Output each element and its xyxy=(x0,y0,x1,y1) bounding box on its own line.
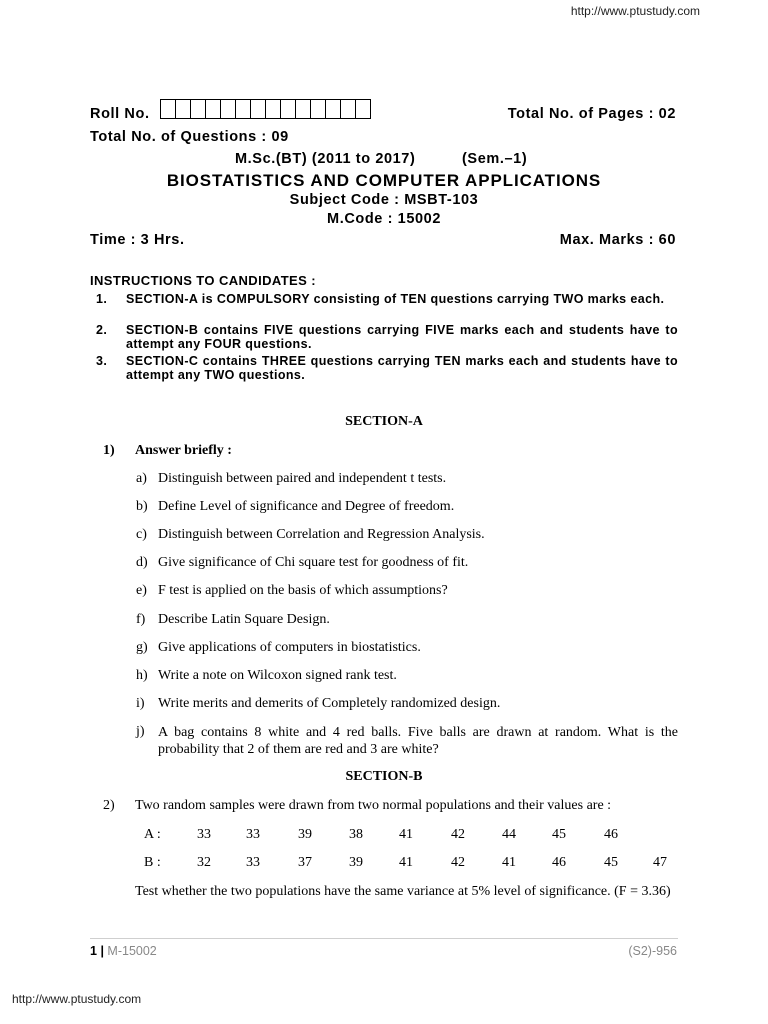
subquestion-text: Define Level of significance and Degree of freedom. xyxy=(158,499,455,514)
subquestion-text: Give applications of computers in biostatistics. xyxy=(158,640,421,655)
m-code: M.Code : 15002 xyxy=(327,211,441,227)
top-url[interactable]: http://www.ptustudy.com xyxy=(570,4,700,18)
section-a-heading: SECTION-A xyxy=(345,414,423,429)
semester: (Sem.–1) xyxy=(462,151,528,167)
course-name: M.Sc.(BT) (2011 to 2017) xyxy=(235,151,416,167)
footer-divider xyxy=(90,938,678,939)
sample-b-label: B : xyxy=(144,855,161,870)
roll-no-boxes[interactable] xyxy=(160,99,371,119)
subquestion-label: g) xyxy=(136,640,148,655)
sample-value: 45 xyxy=(604,855,618,870)
sample-value: 46 xyxy=(552,855,566,870)
sample-value: 38 xyxy=(349,827,363,842)
subquestion-label: b) xyxy=(136,499,148,514)
instruction-num: 3. xyxy=(96,354,108,368)
sample-value: 39 xyxy=(349,855,363,870)
instruction-text: SECTION-C contains THREE questions carrying TEN marks each and students have to attempt any TWO questions. xyxy=(126,354,678,382)
sample-value: 41 xyxy=(399,855,413,870)
max-marks: Max. Marks : 60 xyxy=(559,232,676,248)
subquestion-label: a) xyxy=(136,471,147,486)
question-number: 1) xyxy=(103,443,115,458)
instruction-num: 1. xyxy=(96,292,108,306)
time-allowed: Time : 3 Hrs. xyxy=(90,232,185,248)
subquestion-text: A bag contains 8 white and 4 red balls. Five balls are drawn at random. What is the probability that 2 of them are red and 3 are white? xyxy=(158,725,678,757)
sample-value: 42 xyxy=(451,855,465,870)
subquestion-text: Write merits and demerits of Completely randomized design. xyxy=(158,696,501,711)
question-text: Two random samples were drawn from two normal populations and their values are : xyxy=(135,798,612,813)
sample-value: 46 xyxy=(604,827,618,842)
subquestion-text: Distinguish between paired and independent t tests. xyxy=(158,471,447,486)
subquestion-text: Write a note on Wilcoxon signed rank test. xyxy=(158,668,397,683)
subquestion-text: F test is applied on the basis of which assumptions? xyxy=(158,583,448,598)
sample-value: 33 xyxy=(246,827,260,842)
sample-value: 37 xyxy=(298,855,312,870)
subquestion-text: Distinguish between Correlation and Regression Analysis. xyxy=(158,527,485,542)
subquestion-label: c) xyxy=(136,527,147,542)
subquestion-label: d) xyxy=(136,555,148,570)
total-questions: Total No. of Questions : 09 xyxy=(90,129,289,145)
sample-value: 42 xyxy=(451,827,465,842)
sample-value: 39 xyxy=(298,827,312,842)
footer-separator: | xyxy=(100,944,104,958)
footer-code: M-15002 xyxy=(107,944,157,958)
subject-code: Subject Code : MSBT-103 xyxy=(289,192,479,208)
page-number: 1 xyxy=(90,944,97,958)
subquestion-label: e) xyxy=(136,583,147,598)
instruction-num: 2. xyxy=(96,323,108,337)
total-pages: Total No. of Pages : 02 xyxy=(507,106,676,122)
subquestion-label: h) xyxy=(136,668,148,683)
instructions-heading: INSTRUCTIONS TO CANDIDATES : xyxy=(90,273,316,288)
sample-value: 45 xyxy=(552,827,566,842)
roll-no-label: Roll No. xyxy=(90,106,150,122)
sample-value: 33 xyxy=(197,827,211,842)
sample-value: 44 xyxy=(502,827,516,842)
paper-title: BIOSTATISTICS AND COMPUTER APPLICATIONS xyxy=(166,171,602,190)
sample-value: 41 xyxy=(502,855,516,870)
instruction-text: SECTION-B contains FIVE questions carrying FIVE marks each and students have to attempt any FOUR questions. xyxy=(126,323,678,351)
question-number: 2) xyxy=(103,798,115,813)
subquestion-label: j) xyxy=(136,724,145,739)
bottom-url[interactable]: http://www.ptustudy.com xyxy=(12,992,142,1006)
sample-value: 47 xyxy=(653,855,667,870)
instruction-text: SECTION-A is COMPULSORY consisting of TEN questions carrying TWO marks each. xyxy=(126,292,665,306)
subquestion-text: Describe Latin Square Design. xyxy=(158,612,330,627)
sample-value: 41 xyxy=(399,827,413,842)
section-b-heading: SECTION-B xyxy=(345,769,423,784)
question-text: Answer briefly : xyxy=(135,443,232,458)
subquestion-text: Give significance of Chi square test for goodness of fit. xyxy=(158,555,469,570)
sample-value: 33 xyxy=(246,855,260,870)
subquestion-label: f) xyxy=(136,612,146,627)
subquestion-label: i) xyxy=(136,696,145,711)
footer-ref: (S2)-956 xyxy=(628,944,677,958)
page-footer-left xyxy=(90,944,157,958)
question-2-instruction: Test whether the two populations have the same variance at 5% level of significance. (F = 3.36) xyxy=(135,884,671,899)
sample-value: 32 xyxy=(197,855,211,870)
sample-a-label: A : xyxy=(144,827,161,842)
